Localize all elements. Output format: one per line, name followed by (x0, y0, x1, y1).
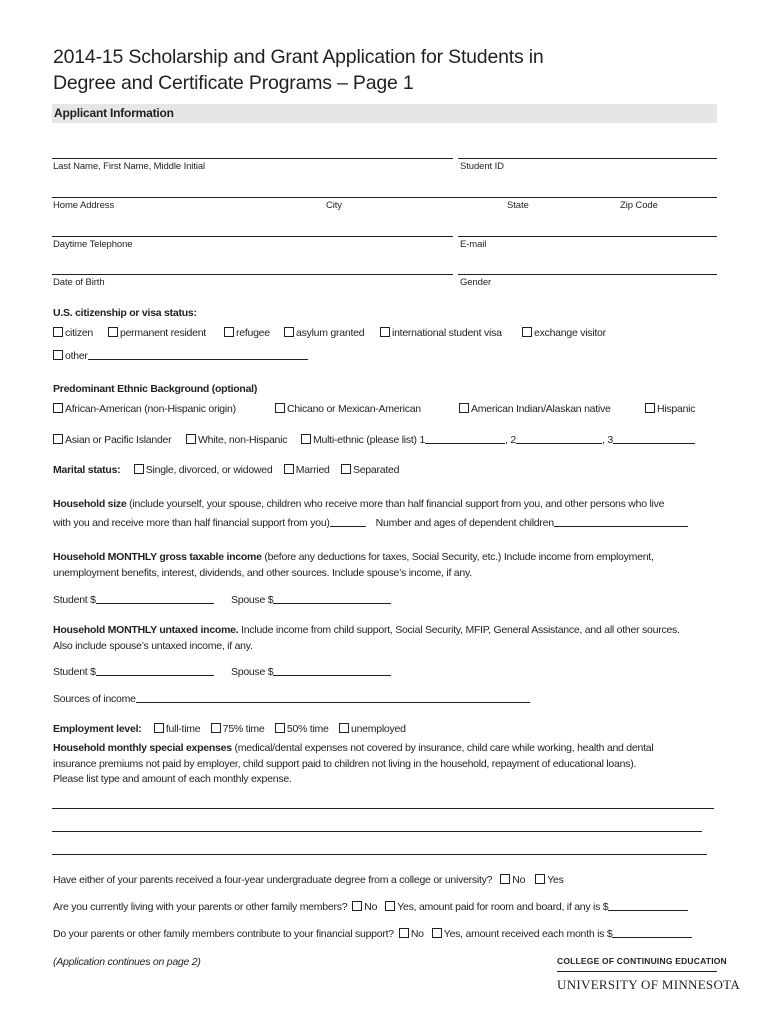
checkbox[interactable] (284, 464, 294, 474)
footer-divider (557, 971, 717, 972)
marital-option[interactable]: Married (284, 464, 330, 476)
citizenship-option[interactable]: permanent resident (108, 327, 206, 339)
untaxed-income-line2: Also include spouse’s untaxed income, if any. (53, 640, 253, 652)
checkbox[interactable] (211, 723, 221, 733)
university-logo-text: UNIVERSITY OF MINNESOTA (557, 977, 741, 992)
dob-label: Date of Birth (53, 277, 105, 288)
state-label: State (507, 200, 529, 211)
special-expenses-line1: Household monthly special expenses (medical/dental expenses not covered by insurance, child care while working, health and dental (53, 742, 654, 754)
marital-row (53, 464, 399, 476)
gender-label: Gender (460, 277, 492, 288)
expense-line[interactable] (52, 831, 702, 832)
dependents-fill[interactable] (554, 526, 688, 527)
checkbox[interactable] (134, 464, 144, 474)
name-field-label: Last Name, First Name, Middle Initial (53, 161, 206, 172)
gross-income-line1: Household MONTHLY gross taxable income (before any deductions for taxes, Social Security, etc.) Include income from employment, (53, 551, 654, 563)
citizenship-option[interactable]: refugee (224, 327, 270, 339)
employment-option[interactable]: unemployed (339, 723, 406, 735)
checkbox[interactable] (224, 327, 234, 337)
marital-option[interactable]: Single, divorced, or widowed (134, 464, 273, 476)
home-address-label: Home Address (53, 200, 115, 211)
citizenship-option[interactable]: citizen (53, 327, 93, 339)
phone-label: Daytime Telephone (53, 239, 133, 250)
checkbox[interactable] (352, 901, 362, 911)
checkbox[interactable] (432, 928, 442, 938)
ethnic-option[interactable]: Chicano or Mexican-American (275, 403, 421, 415)
expense-line[interactable] (52, 808, 714, 809)
checkbox[interactable] (385, 901, 395, 911)
checkbox[interactable] (108, 327, 118, 337)
checkbox[interactable] (154, 723, 164, 733)
question-living-with-parents: Are you currently living with your parents or other family members? No Yes, amount paid for room and board, if any is $ (53, 901, 688, 913)
gender-field-line[interactable] (458, 274, 717, 275)
employment-row (53, 723, 406, 735)
employment-option[interactable]: 50% time (275, 723, 329, 735)
ethnic-option-multi[interactable]: Multi-ethnic (please list) 1 , 2 , 3 (301, 434, 695, 446)
marital-heading: Marital status: (53, 464, 121, 476)
checkbox[interactable] (284, 327, 294, 337)
sources-of-income-field[interactable]: Sources of income (53, 693, 530, 705)
employment-option[interactable]: full-time (154, 723, 201, 735)
citizenship-option[interactable]: asylum granted (284, 327, 364, 339)
checkbox[interactable] (53, 403, 63, 413)
email-field-line[interactable] (458, 236, 717, 237)
special-expenses-line2: insurance premiums not paid by employer, child support paid to children not living in the household, repayment of educational loans). (53, 758, 637, 770)
checkbox[interactable] (522, 327, 532, 337)
question-parents-degree: Have either of your parents received a four-year undergraduate degree from a college or university? No Yes (53, 874, 564, 886)
continues-note: (Application continues on page 2) (53, 956, 201, 968)
checkbox[interactable] (53, 350, 63, 360)
ethnic-heading: Predominant Ethnic Background (optional) (53, 383, 258, 395)
answer-yes[interactable]: Yes, amount paid for room and board, if any is $ (385, 901, 688, 913)
employment-heading: Employment level: (53, 723, 142, 735)
citizenship-option[interactable]: exchange visitor (522, 327, 606, 339)
gross-income-line2: unemployment benefits, interest, dividends, and other sources. Include spouse’s income, if any. (53, 567, 472, 579)
address-field-line[interactable] (52, 197, 717, 198)
dob-field-line[interactable] (52, 274, 453, 275)
gross-student-field[interactable]: Student $ (53, 594, 214, 606)
ethnic-option[interactable]: African-American (non-Hispanic origin) (53, 403, 236, 415)
answer-no[interactable]: No (352, 901, 377, 913)
untaxed-student-field[interactable]: Student $ (53, 666, 214, 678)
section-header-applicant (52, 104, 717, 123)
city-label: City (326, 200, 342, 211)
marital-option[interactable]: Separated (341, 464, 399, 476)
email-label: E-mail (460, 239, 487, 250)
expense-line[interactable] (52, 854, 707, 855)
question-family-support: Do your parents or other family members contribute to your financial support? No Yes, amount received each month is $ (53, 928, 692, 940)
answer-no[interactable]: No (500, 874, 525, 886)
title-line-1: 2014-15 Scholarship and Grant Application for Students in (53, 46, 544, 68)
ethnic-option[interactable]: White, non-Hispanic (186, 434, 287, 446)
answer-yes[interactable]: Yes, amount received each month is $ (432, 928, 693, 940)
page-title (53, 44, 693, 96)
ethnic-option[interactable]: Asian or Pacific Islander (53, 434, 171, 446)
untaxed-income-line1: Household MONTHLY untaxed income. Include income from child support, Social Security, MFIP, General Assistance, and all other sources. (53, 624, 680, 636)
ethnic-option[interactable]: American Indian/Alaskan native (459, 403, 611, 415)
checkbox[interactable] (645, 403, 655, 413)
answer-yes[interactable]: Yes (535, 874, 563, 886)
phone-field-line[interactable] (52, 236, 453, 237)
ethnic-option[interactable]: Hispanic (645, 403, 695, 415)
checkbox[interactable] (535, 874, 545, 884)
untaxed-spouse-field[interactable]: Spouse $ (231, 666, 391, 678)
college-name: COLLEGE OF CONTINUING EDUCATION (557, 956, 727, 966)
checkbox[interactable] (275, 403, 285, 413)
checkbox[interactable] (53, 434, 63, 444)
household-size-line1: Household size (include yourself, your spouse, children who receive more than half financial support from you, and other persons who live (53, 498, 665, 510)
checkbox[interactable] (186, 434, 196, 444)
checkbox[interactable] (341, 464, 351, 474)
student-id-label: Student ID (460, 161, 504, 172)
employment-option[interactable]: 75% time (211, 723, 265, 735)
checkbox[interactable] (459, 403, 469, 413)
checkbox[interactable] (399, 928, 409, 938)
student-id-field-line[interactable] (458, 158, 717, 159)
citizenship-other[interactable]: other (53, 350, 308, 362)
zip-label: Zip Code (620, 200, 658, 211)
citizenship-heading: U.S. citizenship or visa status: (53, 307, 197, 319)
other-fill-line[interactable] (88, 359, 308, 360)
gross-spouse-field[interactable]: Spouse $ (231, 594, 391, 606)
checkbox[interactable] (275, 723, 285, 733)
special-expenses-line3: Please list type and amount of each monthly expense. (53, 773, 292, 785)
citizenship-option[interactable]: international student visa (380, 327, 502, 339)
title-line-2: Degree and Certificate Programs – Page 1 (53, 72, 414, 94)
checkbox[interactable] (500, 874, 510, 884)
answer-no[interactable]: No (399, 928, 424, 940)
name-field-line[interactable] (52, 158, 453, 159)
checkbox[interactable] (301, 434, 311, 444)
household-size-fill[interactable] (330, 526, 366, 527)
checkbox[interactable] (53, 327, 63, 337)
section-title: Applicant Information (54, 106, 174, 120)
household-size-line2: with you and receive more than half financial support from you) Number and ages of dependent children (53, 517, 688, 529)
checkbox[interactable] (380, 327, 390, 337)
checkbox[interactable] (339, 723, 349, 733)
